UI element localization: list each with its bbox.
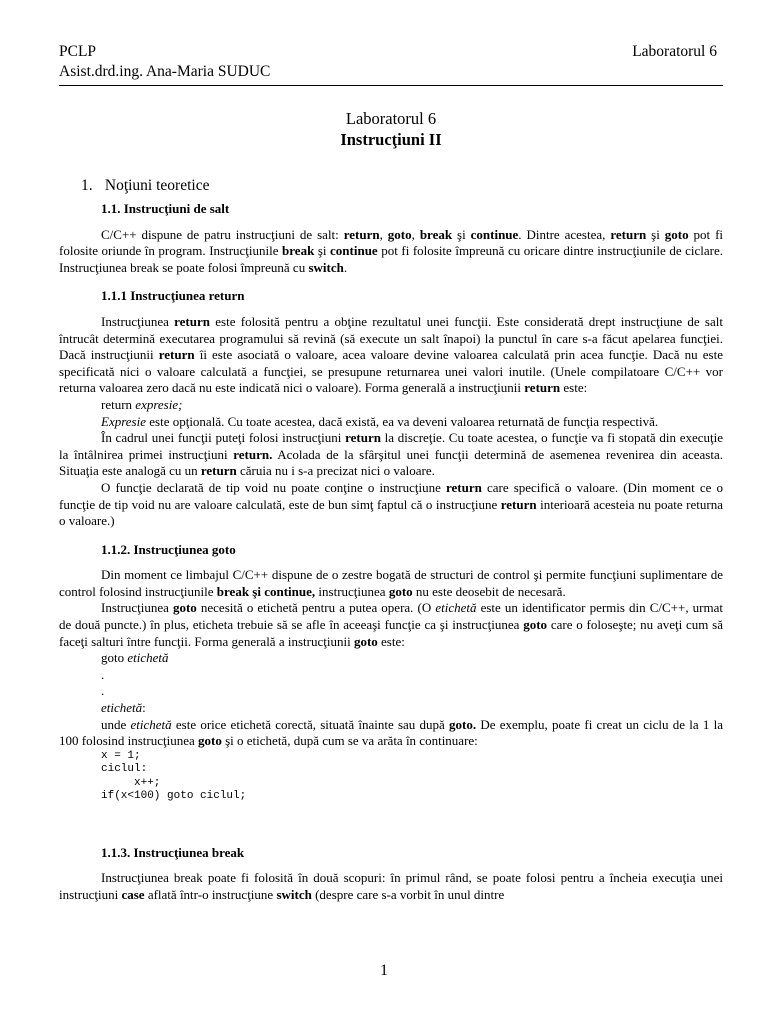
- text-run: În cadrul unei funcţii puteţi folosi instrucţiuni: [101, 430, 346, 446]
- text-run: .: [343, 259, 348, 275]
- title-line-2: Instrucţiuni II: [340, 130, 442, 149]
- bold-keyword: return.: [233, 446, 273, 462]
- header-author: Asist.drd.ing. Ana-Maria SUDUC: [59, 63, 271, 80]
- bold-keyword: break: [282, 243, 315, 259]
- document-title: [59, 108, 723, 150]
- section-title: Noţiuni teoretice: [104, 177, 210, 194]
- syntax-line: [59, 700, 723, 717]
- bold-keyword: switch: [308, 259, 344, 275]
- bold-keyword: return: [500, 496, 537, 512]
- text-run: care o foloseşte; nu aveţi cum să faceţi salturi între funcţii. Forma generală a instrucţiunii: [59, 617, 723, 649]
- bold-keyword: goto: [172, 600, 197, 616]
- text-run: . Dintre acestea,: [518, 226, 611, 242]
- text-run: şi: [646, 226, 665, 242]
- text-run: căruia nu i s-a precizat nici o valoare.: [236, 463, 435, 479]
- header-lab: Laboratorul 6: [632, 43, 717, 60]
- text-run: necesită o etichetă pentru a putea opera. (O: [196, 600, 436, 616]
- text-run: este:: [560, 380, 588, 396]
- text-run: instrucţiunea: [315, 583, 389, 599]
- subsection-heading-1-1-3: 1.1.3. Instrucţiunea break: [101, 844, 245, 860]
- text-run: Instrucţiunea: [101, 600, 173, 616]
- paragraph: [59, 567, 723, 600]
- syntax-line: [59, 650, 723, 667]
- text-run: Din moment ce limbajul C/C++ dispune de o zestre bogată de structuri de control şi permite funcţiuni suplimentare de control folosind instrucţiunile: [59, 567, 723, 599]
- bold-keyword: continue: [330, 243, 378, 259]
- italic-term: expresie;: [135, 396, 183, 412]
- italic-term: etichetă: [101, 700, 143, 716]
- text-run: return: [101, 396, 136, 412]
- paragraph: [59, 314, 723, 397]
- subsection-heading-1-1-2: 1.1.2. Instrucţiunea goto: [101, 541, 236, 557]
- syntax-dot: .: [101, 666, 105, 682]
- text-run: O funcţie declarată de tip void nu poate conţine o instrucţiune: [101, 479, 446, 495]
- bold-keyword: return: [200, 463, 237, 479]
- bold-keyword: return: [174, 313, 210, 329]
- bold-keyword: goto: [387, 226, 412, 242]
- syntax-line: [59, 397, 723, 414]
- text-run: este un identificator permis din C/C++, urmat de două puncte.) în plus, eticheta trebuie să se afle în aceeaşi funcţie ca şi instrucţiunea: [59, 600, 724, 633]
- paragraph: [59, 227, 723, 277]
- text-run: şi: [314, 243, 331, 259]
- syntax-dot: .: [101, 683, 105, 699]
- text-run: nu este deosebit de necesară.: [412, 583, 566, 599]
- text-run: (despre care s-a vorbit în unul dintre: [311, 887, 505, 902]
- paragraph: [59, 480, 723, 530]
- text-run: unde: [101, 716, 131, 732]
- text-run: la discreţie. Cu toate acestea, o funcţie va fi stopată din execuţie la întâlnirea primei instrucţiuni: [59, 430, 723, 462]
- text-run: este folosită pentru a obţine rezultatul unei funcţii. Este considerată drept instrucţiune de salt întrucât determină executarea programului să revină (să execute un salt înapoi) la punctul în care s-a făcut apelarea funcţiei. Dacă instrucţiunii: [59, 313, 723, 363]
- text-run: Instrucţiunea break poate fi folosită în două scopuri: în primul rând, se poate folosi pentru a încheia execuţia unei instrucţiuni: [59, 870, 723, 902]
- text-run: Acolada de la sfârşitul unei funcţii determină de asemenea revenirea din aceasta. Situaţia este analogă cu un: [59, 446, 723, 479]
- text-run: ,: [379, 226, 388, 242]
- paragraph: [59, 870, 723, 903]
- code-line: x = 1;: [101, 749, 141, 762]
- text-run: este:: [377, 633, 405, 649]
- text-run: ,: [411, 226, 420, 242]
- paragraph: [59, 414, 723, 431]
- paragraph: [59, 717, 723, 750]
- text-run: pot fi folosite oriunde în program. Instrucţiunile: [59, 226, 724, 259]
- italic-term: Expresie: [101, 413, 146, 429]
- code-block: [59, 750, 723, 804]
- italic-term: etichetă: [127, 650, 169, 666]
- header-course: PCLP: [59, 43, 97, 60]
- section-number: 1.: [81, 177, 93, 194]
- bold-keyword: return: [343, 226, 380, 242]
- page-number: 1: [380, 962, 388, 979]
- italic-term: etichetă: [130, 716, 172, 732]
- text-run: De exemplu, poate fi creat un ciclu de la 1 la 100 folosind instrucţiunea: [59, 716, 723, 749]
- text-run: interioară acesteia nu poate returna o valoare.): [59, 496, 723, 529]
- title-line-1: Laboratorul 6: [345, 109, 437, 128]
- bold-keyword: return: [158, 347, 195, 363]
- bold-keyword: case: [121, 887, 145, 902]
- code-line: x++;: [101, 776, 161, 789]
- text-run: şi o etichetă, după cum se va arăta în continuare:: [221, 733, 478, 749]
- document-body: [59, 176, 723, 904]
- text-run: şi: [452, 226, 471, 242]
- text-run: este orice etichetă corectă, situată înainte sau după: [171, 716, 450, 732]
- bold-keyword: switch: [276, 887, 312, 902]
- bold-keyword: goto: [664, 226, 689, 242]
- italic-term: etichetă: [435, 600, 477, 616]
- text-run: îi este asociată o valoare, acea valoare devine valoarea calculată prin acea funcţie. Dacă nu este specificată nici o valoare calculată a funcţiei, se presupune returnarea unei valori inutile. (Unele compilatoare C/C++ vor returna valoarea zero dacă nu este indicată nici o valoare). Forma generală a instrucţiunii: [59, 347, 723, 396]
- bold-keyword: return: [445, 479, 482, 495]
- text-run: este opţională. Cu toate acestea, dacă există, ea va deveni valoarea returnată de funcţia respectivă.: [146, 413, 659, 429]
- bold-keyword: continue: [470, 226, 519, 242]
- bold-keyword: goto: [353, 633, 378, 649]
- bold-keyword: break şi continue,: [216, 583, 316, 599]
- text-run: Instrucţiunea: [101, 313, 175, 329]
- bold-keyword: goto: [523, 617, 548, 633]
- bold-keyword: goto: [388, 583, 413, 599]
- section-heading: [59, 176, 723, 196]
- text-run: aflată într-o instrucţiune: [144, 887, 277, 902]
- subsection-heading-1-1: 1.1. Instrucţiuni de salt: [101, 201, 230, 216]
- text-run: goto: [101, 650, 128, 666]
- paragraph: [59, 430, 723, 480]
- bold-keyword: return: [345, 430, 381, 446]
- text-run: :: [142, 700, 146, 716]
- subsection-heading-1-1-1: 1.1.1 Instrucţiunea return: [101, 288, 245, 304]
- text-run: C/C++ dispune de patru instrucţiuni de salt:: [101, 226, 344, 242]
- page-header: [59, 42, 723, 82]
- paragraph: [59, 600, 723, 650]
- text-run: care specifică o valoare. (Din moment ce o funcţie de tip void nu are valoare calculată, este de bun simţ faptul că o instrucţiune: [59, 479, 724, 512]
- bold-keyword: goto: [198, 733, 222, 749]
- bold-keyword: return: [524, 380, 561, 396]
- header-rule: [59, 85, 723, 86]
- bold-keyword: goto.: [449, 716, 477, 732]
- bold-keyword: break: [419, 226, 453, 242]
- code-line: ciclul:: [101, 763, 148, 776]
- bold-keyword: return: [610, 226, 647, 242]
- code-line: if(x<100) goto ciclul;: [101, 790, 247, 803]
- text-run: pot fi folosite împreună cu oricare dintre instrucţiunile de ciclare. Instrucţiunea break se poate folosi împreună cu: [59, 243, 723, 275]
